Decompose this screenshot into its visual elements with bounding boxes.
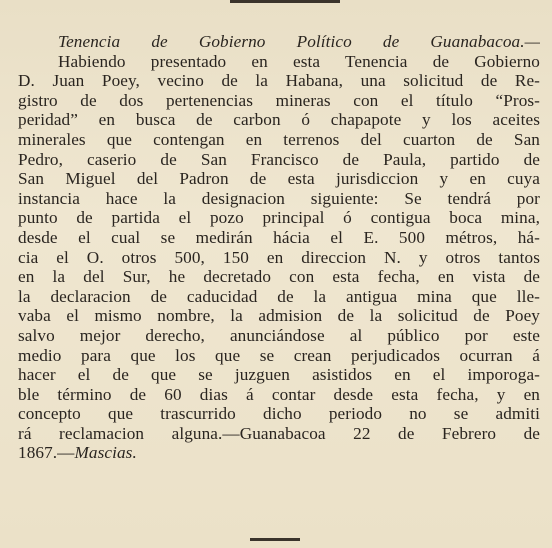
article-line: hacer el de que se juzguen asistidos en el imporoga- — [18, 365, 540, 385]
article-line: D. Juan Poey, vecino de la Habana, una solicitud de Re- — [18, 71, 540, 91]
article-line: vaba el mismo nombre, la admision de la solicitud de Poey — [18, 306, 540, 326]
article-line: la declaracion de caducidad de la antigua mina que lle- — [18, 286, 540, 306]
article-line: ble término de 60 dias á contar desde esta fecha, y en — [18, 384, 540, 404]
signature: Mascias. — [74, 443, 137, 463]
article-line: rá reclamacion alguna.—Guanabacoa 22 de Febrero de — [18, 423, 540, 443]
article-closing-line — [18, 443, 540, 463]
article-title: Tenencia de Gobierno Político de Guanabacoa.— — [58, 32, 540, 51]
notice-article — [18, 32, 540, 463]
article-line: concepto que trascurrido dicho periodo no se admiti — [18, 404, 540, 424]
article-line: gistro de dos pertenencias mineras con el título “Pros- — [18, 90, 540, 110]
article-line: minerales que contengan en terrenos del cuarton de San — [18, 129, 540, 149]
article-line: Pedro, caserio de San Francisco de Paula, partido de — [18, 149, 540, 169]
article-line: en la del Sur, he decretado con esta fecha, en vista de — [18, 267, 540, 287]
top-divider-rule — [230, 0, 340, 3]
article-line: instancia hace la designacion siguiente: Se tendrá por — [18, 188, 540, 208]
article-line: punto de partida el pozo principal ó contigua boca mina, — [18, 208, 540, 228]
article-line: peridad” en busca de carbon ó chapapote y los aceites — [18, 110, 540, 130]
article-line: San Miguel del Padron de esta jurisdiccion y en cuya — [18, 169, 540, 189]
article-line: salvo mejor derecho, anunciándose al público por este — [18, 325, 540, 345]
article-line: Habiendo presentado en esta Tenencia de Gobierno — [58, 51, 540, 71]
closing-date: 1867.— — [18, 443, 75, 463]
article-line: medio para que los que se crean perjudicados ocurran á — [18, 345, 540, 365]
article-line: cia el O. otros 500, 150 en direccion N. y otros tantos — [18, 247, 540, 267]
bottom-divider-rule — [250, 538, 300, 541]
article-line: desde el cual se medirán hácia el E. 500 métros, há- — [18, 227, 540, 247]
